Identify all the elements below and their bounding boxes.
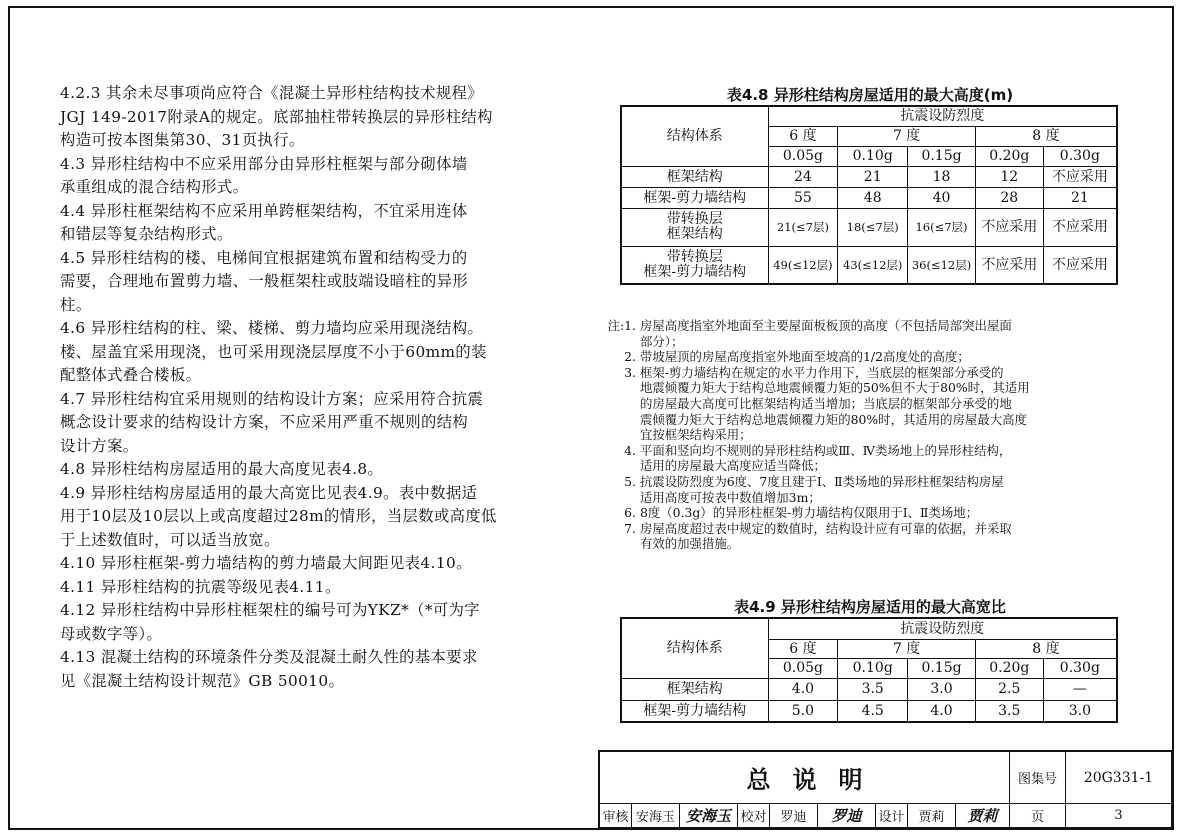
note-line: 的房屋最大高度可比框架结构适当增加；当底层的框架部分承受的地 xyxy=(640,395,1012,411)
table-cell: 5.0 xyxy=(768,700,838,722)
row-name-line: 框架-剪力墙结构 xyxy=(643,263,747,280)
body-line: 用于10层及10层以上或高度超过28m的情形，当层数或高度低 xyxy=(60,507,497,525)
table48-accel: 0.20g xyxy=(975,146,1043,166)
design-label: 设计 xyxy=(876,804,908,828)
table-cell: 4.5 xyxy=(838,700,908,722)
table-cell: 不应采用 xyxy=(975,208,1043,246)
body-line: 柱。 xyxy=(60,295,92,314)
body-line: 4.7 异形柱结构宜采用规则的结构设计方案；应采用符合抗震 xyxy=(60,389,484,408)
review-label: 审核 xyxy=(600,804,632,828)
designer-name: 贾莉 xyxy=(908,804,956,828)
note-line: 地震倾覆力矩大于结构总地震倾覆力矩的50%但不大于80%时，其适用 xyxy=(640,380,1030,396)
table49-header-intensity: 抗震设防烈度 xyxy=(768,618,1117,639)
note-line: 适用的房屋最大高度应适当降低； xyxy=(640,458,826,474)
note-line: 平面和竖向均不规则的异形柱结构或Ⅲ、Ⅳ类场地上的异形柱结构， xyxy=(640,442,1012,458)
table-cell: 框架结构 xyxy=(621,166,768,187)
body-line: 4.13 混凝土结构的环境条件分类及混凝土耐久性的基本要求 xyxy=(60,648,478,666)
table-cell: 36(≤12层) xyxy=(908,246,976,284)
note-number: 注:1. xyxy=(607,318,636,333)
body-line: 设计方案。 xyxy=(60,436,139,455)
table-cell: 不应采用 xyxy=(1043,246,1117,284)
table48-header-system: 结构体系 xyxy=(621,106,768,166)
note-number: 5. xyxy=(624,473,636,489)
note-line: 震倾覆力矩大于结构总地震倾覆力矩的80%时，其适用的房屋最大高度 xyxy=(640,411,1027,427)
table49 xyxy=(620,617,1118,723)
table49-header-6: 6 度 xyxy=(768,639,838,658)
table-cell: 55 xyxy=(768,187,838,208)
table-cell: 49(≤12层) xyxy=(768,246,838,284)
body-line: 配整体式叠合楼板。 xyxy=(60,366,202,384)
body-line: 4.6 异形柱结构的柱、梁、楼梯、剪力墙均应采用现浇结构。 xyxy=(60,319,484,337)
table-cell: 24 xyxy=(768,166,838,187)
table-row xyxy=(621,166,1117,187)
body-line: 4.8 异形柱结构房屋适用的最大高度见表4.8。 xyxy=(60,460,384,478)
body-line: 4.4 异形柱框架结构不应采用单跨框架结构，不宜采用连体 xyxy=(60,201,468,220)
note-line: 8度（0.3g）的异形柱框架-剪力墙结构仅限用于Ⅰ、Ⅱ类场地； xyxy=(640,505,979,521)
reviewer-name: 安海玉 xyxy=(632,804,680,828)
table48-accel: 0.05g xyxy=(768,146,838,166)
note-item xyxy=(594,318,1134,349)
checker-name: 罗迪 xyxy=(770,804,818,828)
table-row xyxy=(621,246,1117,284)
table48-accel: 0.10g xyxy=(838,146,908,166)
table48-header-intensity: 抗震设防烈度 xyxy=(768,106,1117,126)
table-cell: 40 xyxy=(908,187,976,208)
table-cell: 12 xyxy=(975,166,1043,187)
body-line: 4.10 异形柱框架-剪力墙结构的剪力墙最大间距见表4.10。 xyxy=(60,554,472,572)
table49-accel: 0.20g xyxy=(975,658,1043,678)
table-cell: 3.5 xyxy=(975,700,1043,722)
table-cell: 框架-剪力墙结构 xyxy=(621,187,768,208)
table49-accel: 0.05g xyxy=(768,658,838,678)
table-cell: 21 xyxy=(838,166,908,187)
table49-header-7: 7 度 xyxy=(838,639,976,658)
table49-accel: 0.15g xyxy=(908,658,976,678)
table49-header-8: 8 度 xyxy=(975,639,1117,658)
table-cell: 3.5 xyxy=(838,678,908,700)
note-line: 有效的加强措施。 xyxy=(640,536,740,552)
table48-accel: 0.15g xyxy=(908,146,976,166)
body-text xyxy=(60,82,580,693)
note-line: 房屋高度超过表中规定的数值时，结构设计应有可靠的依据，并采取 xyxy=(640,520,1012,536)
table-cell: 16(≤7层) xyxy=(908,208,976,246)
note-line: 抗震设防烈度为6度、7度且建于Ⅰ、Ⅱ类场地的异形柱框架结构房屋 xyxy=(640,473,1004,489)
body-line: 4.9 异形柱结构房屋适用的最大高宽比见表4.9。表中数据适 xyxy=(60,483,478,502)
table-cell: 框架-剪力墙结构 xyxy=(621,700,768,722)
table-cell: 不应采用 xyxy=(1043,166,1117,187)
note-line: 部分）； xyxy=(640,333,684,349)
title-block xyxy=(598,750,1172,828)
check-label: 校对 xyxy=(738,804,770,828)
note-line: 框架-剪力墙结构在规定的水平力作用下，当底层的框架部分承受的 xyxy=(640,364,1004,380)
table-cell xyxy=(621,246,768,284)
body-line: 概念设计要求的结构设计方案，不应采用严重不规则的结构 xyxy=(60,413,469,431)
body-line: 承重组成的混合结构形式。 xyxy=(60,178,249,196)
table-cell: 4.0 xyxy=(908,700,976,722)
body-line: 4.3 异形柱结构中不应采用部分由异形柱框架与部分砌体墙 xyxy=(60,154,468,173)
table49-caption: 表4.9 异形柱结构房屋适用的最大高宽比 xyxy=(734,598,1006,616)
table-cell: 3.0 xyxy=(1043,700,1117,722)
note-number: 3. xyxy=(624,364,636,380)
table-cell: 3.0 xyxy=(908,678,976,700)
row-name-line: 框架结构 xyxy=(666,226,723,242)
table-row xyxy=(621,700,1117,722)
body-line: 4.2.3 其余未尽事项尚应符合《混凝土异形柱结构技术规程》 xyxy=(60,84,483,102)
table-row xyxy=(621,208,1117,246)
note-item xyxy=(594,349,1134,365)
atlas-label: 图集号 xyxy=(1010,752,1066,804)
note-line: 带坡屋顶的房屋高度指室外地面至坡高的1/2高度处的高度； xyxy=(640,349,970,365)
body-line: JGJ 149-2017附录A的规定。底部抽柱带转换层的异形柱结构 xyxy=(60,107,493,126)
reviewer-signature: 安海玉 xyxy=(680,804,738,828)
body-line: 4.12 异形柱结构中异形柱框架柱的编号可为YKZ*（*可为字 xyxy=(60,601,481,619)
note-number: 4. xyxy=(624,442,636,458)
note-line: 适用高度可按表中数值增加3m； xyxy=(640,489,821,505)
note-number: 6. xyxy=(624,505,636,521)
note-number: 2. xyxy=(624,349,636,365)
atlas-number: 20G331-1 xyxy=(1066,752,1172,804)
designer-signature: 贾莉 xyxy=(956,804,1010,828)
row-name-line: 带转换层 xyxy=(666,248,723,265)
table49-accel: 0.30g xyxy=(1043,658,1117,678)
body-line: 楼、屋盖宜采用现浇，也可采用现浇层厚度不小于60mm的装 xyxy=(60,342,487,361)
note-item xyxy=(594,505,1134,521)
body-line: 于上述数值时，可以适当放宽。 xyxy=(60,530,280,549)
table-cell: — xyxy=(1043,678,1117,700)
table-cell: 48 xyxy=(838,187,908,208)
table48-notes xyxy=(594,318,1134,552)
table49-accel: 0.10g xyxy=(838,658,908,678)
table48-accel: 0.30g xyxy=(1043,146,1117,166)
body-line: 构造可按本图集第30、31页执行。 xyxy=(60,131,305,149)
table-row xyxy=(621,678,1117,700)
table-cell: 2.5 xyxy=(975,678,1043,700)
table-cell: 21(≤7层) xyxy=(768,208,838,246)
note-item xyxy=(594,521,1134,552)
note-item xyxy=(594,365,1134,443)
table-cell: 框架结构 xyxy=(621,678,768,700)
note-item xyxy=(594,443,1134,474)
table48-header-7: 7 度 xyxy=(838,126,976,146)
body-line: 见《混凝土结构设计规范》GB 50010。 xyxy=(60,671,345,690)
table-cell: 21 xyxy=(1043,187,1117,208)
table48-caption: 表4.8 异形柱结构房屋适用的最大高度(m) xyxy=(726,86,1014,104)
table-cell: 28 xyxy=(975,187,1043,208)
body-line: 需要，合理地布置剪力墙、一般框架柱或肢端设暗柱的异形 xyxy=(60,272,469,290)
body-line: 4.5 异形柱结构的楼、电梯间宜根据建筑布置和结构受力的 xyxy=(60,248,468,267)
note-line: 房屋高度指室外地面至主要屋面板板顶的高度（不包括局部突出屋面 xyxy=(640,318,1012,333)
table-cell: 不应采用 xyxy=(975,246,1043,284)
note-item xyxy=(594,474,1134,505)
page-label: 页 xyxy=(1010,804,1066,828)
table-cell: 4.0 xyxy=(768,678,838,700)
note-line: 宜按框架结构采用； xyxy=(640,427,752,443)
row-name-line: 带转换层 xyxy=(666,211,723,227)
table-cell xyxy=(621,208,768,246)
table48 xyxy=(620,105,1118,285)
table-cell: 18 xyxy=(908,166,976,187)
table49-header-system: 结构体系 xyxy=(621,618,768,678)
table-cell: 43(≤12层) xyxy=(838,246,908,284)
checker-signature: 罗迪 xyxy=(818,804,876,828)
body-line: 4.11 异形柱结构的抗震等级见表4.11。 xyxy=(60,577,341,596)
drawing-title: 总说明 xyxy=(600,752,1010,804)
body-line: 母或数字等）。 xyxy=(60,624,163,643)
table-cell: 不应采用 xyxy=(1043,208,1117,246)
body-line: 和错层等复杂结构形式。 xyxy=(60,225,233,243)
table48-header-6: 6 度 xyxy=(768,126,838,146)
table-cell: 18(≤7层) xyxy=(838,208,908,246)
table48-header-8: 8 度 xyxy=(975,126,1117,146)
table-row xyxy=(621,187,1117,208)
note-number: 7. xyxy=(624,520,636,536)
page-number: 3 xyxy=(1066,804,1172,828)
